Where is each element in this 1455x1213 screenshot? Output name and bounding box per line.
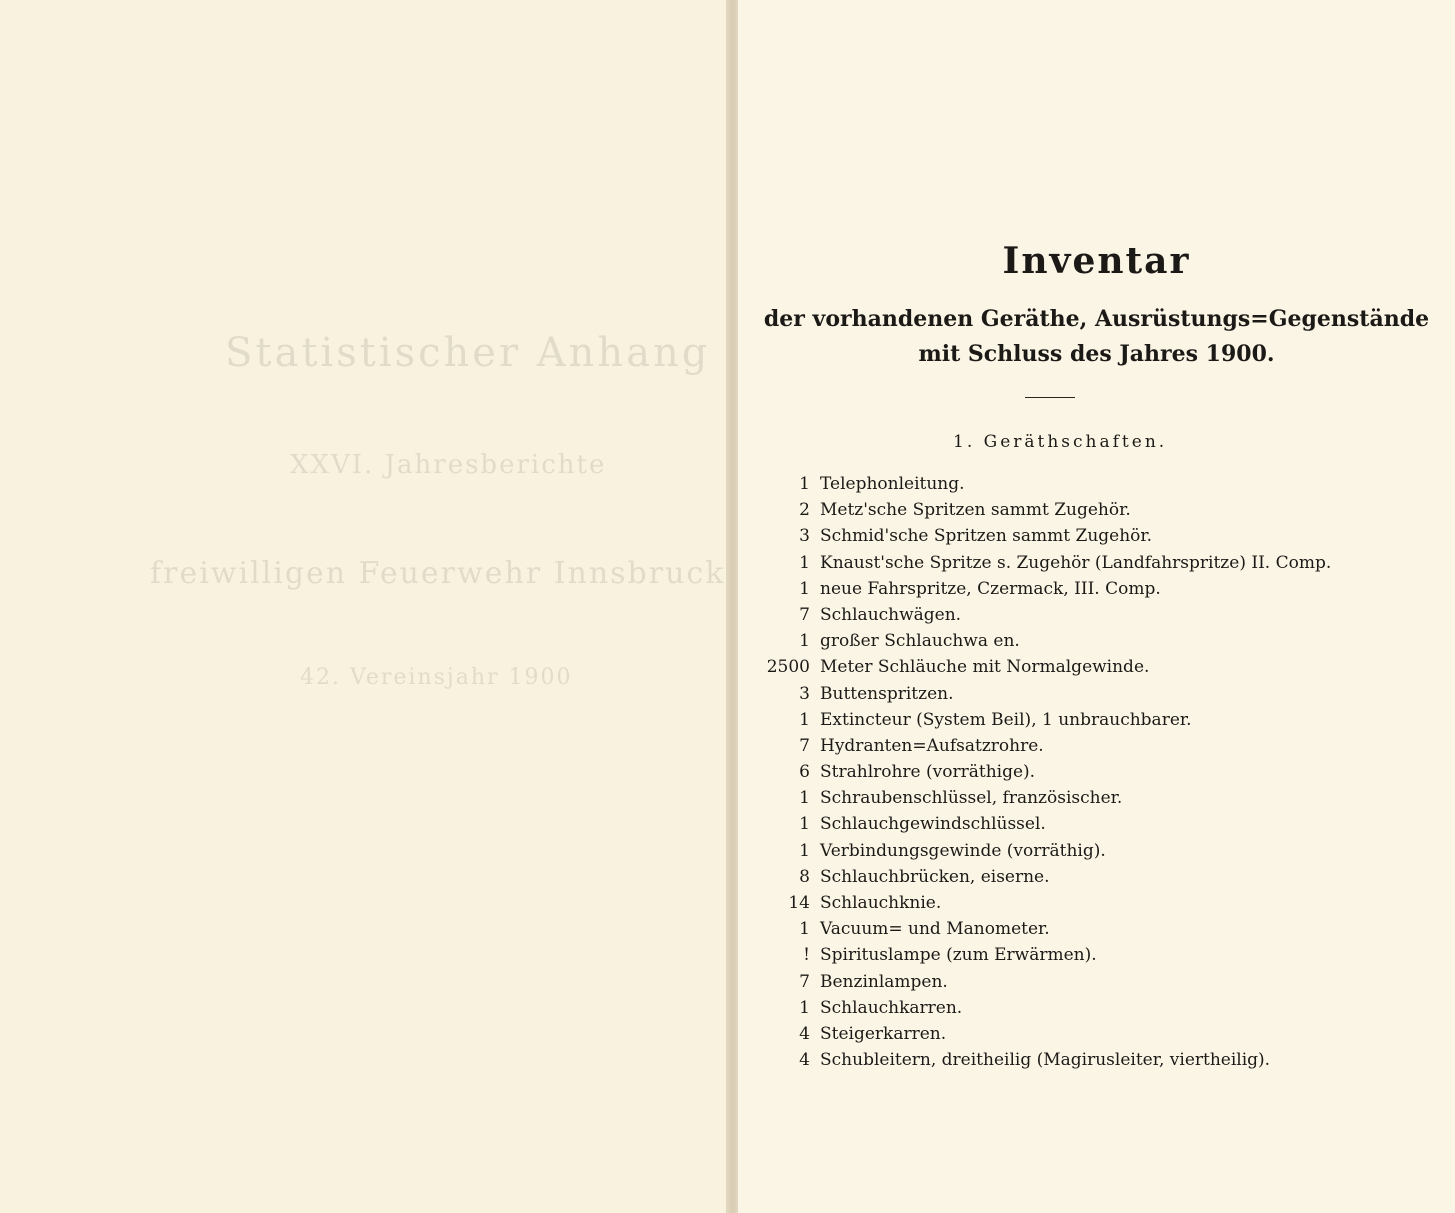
subtitle-line-1: der vorhandenen Geräthe, Ausrüstungs=Gegenstände <box>763 306 1430 332</box>
list-item <box>760 553 1331 579</box>
item-description: Schmid'sche Spritzen sammt Zugehör. <box>820 526 1153 547</box>
item-description: Verbindungsgewinde (vorräthig). <box>820 840 1106 861</box>
item-quantity: 14 <box>788 893 810 913</box>
item-description: Schlauchbrücken, eiserne. <box>820 866 1050 887</box>
item-description: Metz'sche Spritzen sammt Zugehör. <box>820 500 1131 521</box>
list-item <box>760 631 1331 657</box>
item-quantity: 4 <box>799 1023 810 1044</box>
item-description: Telephonleitung. <box>820 474 965 494</box>
list-item <box>760 1050 1331 1076</box>
item-description: Schlauchkarren. <box>820 997 963 1018</box>
item-description: Schraubenschlüssel, französischer. <box>820 788 1123 809</box>
item-description: Benzinlampen. <box>820 971 948 992</box>
list-item <box>760 736 1331 762</box>
item-quantity: 1 <box>799 814 810 835</box>
divider-rule <box>1025 397 1075 398</box>
list-item <box>760 841 1331 867</box>
page-title: Inventar <box>1002 240 1191 282</box>
item-description: Vacuum= und Manometer. <box>820 919 1050 940</box>
item-quantity: 1 <box>799 474 810 494</box>
item-description: Buttenspritzen. <box>820 683 954 704</box>
item-description: Steigerkarren. <box>820 1023 947 1044</box>
list-item <box>760 1024 1331 1050</box>
item-description: Knaust'sche Spritze s. Zugehör (Landfahrspritze) II. Comp. <box>820 552 1332 573</box>
list-item <box>760 945 1331 971</box>
item-quantity: 7 <box>799 971 810 992</box>
item-quantity: 8 <box>799 866 810 887</box>
item-quantity: 1 <box>799 997 810 1018</box>
item-quantity: 6 <box>799 762 810 783</box>
list-item <box>760 684 1331 710</box>
item-description: Schubleitern, dreitheilig (Magirusleiter, viertheilig). <box>820 1050 1271 1071</box>
item-description: Schlauchknie. <box>820 893 942 913</box>
item-quantity: 7 <box>799 604 810 625</box>
item-quantity: 2 <box>799 500 810 521</box>
list-item <box>760 972 1331 998</box>
item-description: Hydranten=Aufsatzrohre. <box>820 735 1044 756</box>
item-description: Extincteur (System Beil), 1 unbrauchbarer. <box>820 709 1192 730</box>
list-item <box>760 893 1331 919</box>
item-description: Spirituslampe (zum Erwärmen). <box>820 945 1097 966</box>
item-quantity: 1 <box>799 552 810 573</box>
inventory-list <box>760 474 1331 1076</box>
section-heading: 1. Geräthschaften. <box>953 432 1168 452</box>
list-item <box>760 788 1331 814</box>
item-quantity: 2500 <box>766 657 810 678</box>
list-item <box>760 474 1331 500</box>
item-description: Meter Schläuche mit Normalgewinde. <box>820 657 1150 678</box>
item-description: Schlauchwägen. <box>820 604 962 625</box>
ghost-text-year: 42. Vereinsjahr 1900 <box>300 665 573 690</box>
ghost-text-club: freiwilligen Feuerwehr Innsbruck <box>150 556 726 591</box>
list-item <box>760 526 1331 552</box>
list-item <box>760 605 1331 631</box>
item-quantity: 1 <box>799 919 810 940</box>
item-quantity: 3 <box>799 683 810 704</box>
item-quantity: 1 <box>799 578 810 599</box>
list-item <box>760 867 1331 893</box>
item-quantity: 3 <box>799 526 810 547</box>
list-item <box>760 500 1331 526</box>
list-item <box>760 657 1331 683</box>
list-item <box>760 762 1331 788</box>
item-description: großer Schlauchwa en. <box>820 631 1020 652</box>
item-quantity: 1 <box>799 631 810 652</box>
item-description: Strahlrohre (vorräthige). <box>820 762 1036 783</box>
list-item <box>760 919 1331 945</box>
list-item <box>760 710 1331 736</box>
item-quantity: 1 <box>799 788 810 809</box>
item-description: Schlauchgewindschlüssel. <box>820 814 1046 835</box>
ghost-text-title: Statistischer Anhang <box>225 330 711 376</box>
item-quantity: 7 <box>799 735 810 756</box>
list-item <box>760 998 1331 1024</box>
list-item <box>760 814 1331 840</box>
item-description: neue Fahrspritze, Czermack, III. Comp. <box>820 578 1161 599</box>
ghost-text-report: XXVI. Jahresberichte <box>290 450 607 480</box>
item-quantity: 1 <box>799 840 810 861</box>
item-quantity: 1 <box>799 709 810 730</box>
subtitle-line-2: mit Schluss des Jahres 1900. <box>918 341 1275 367</box>
list-item <box>760 579 1331 605</box>
item-quantity: ! <box>803 945 810 966</box>
item-quantity: 4 <box>799 1050 810 1071</box>
